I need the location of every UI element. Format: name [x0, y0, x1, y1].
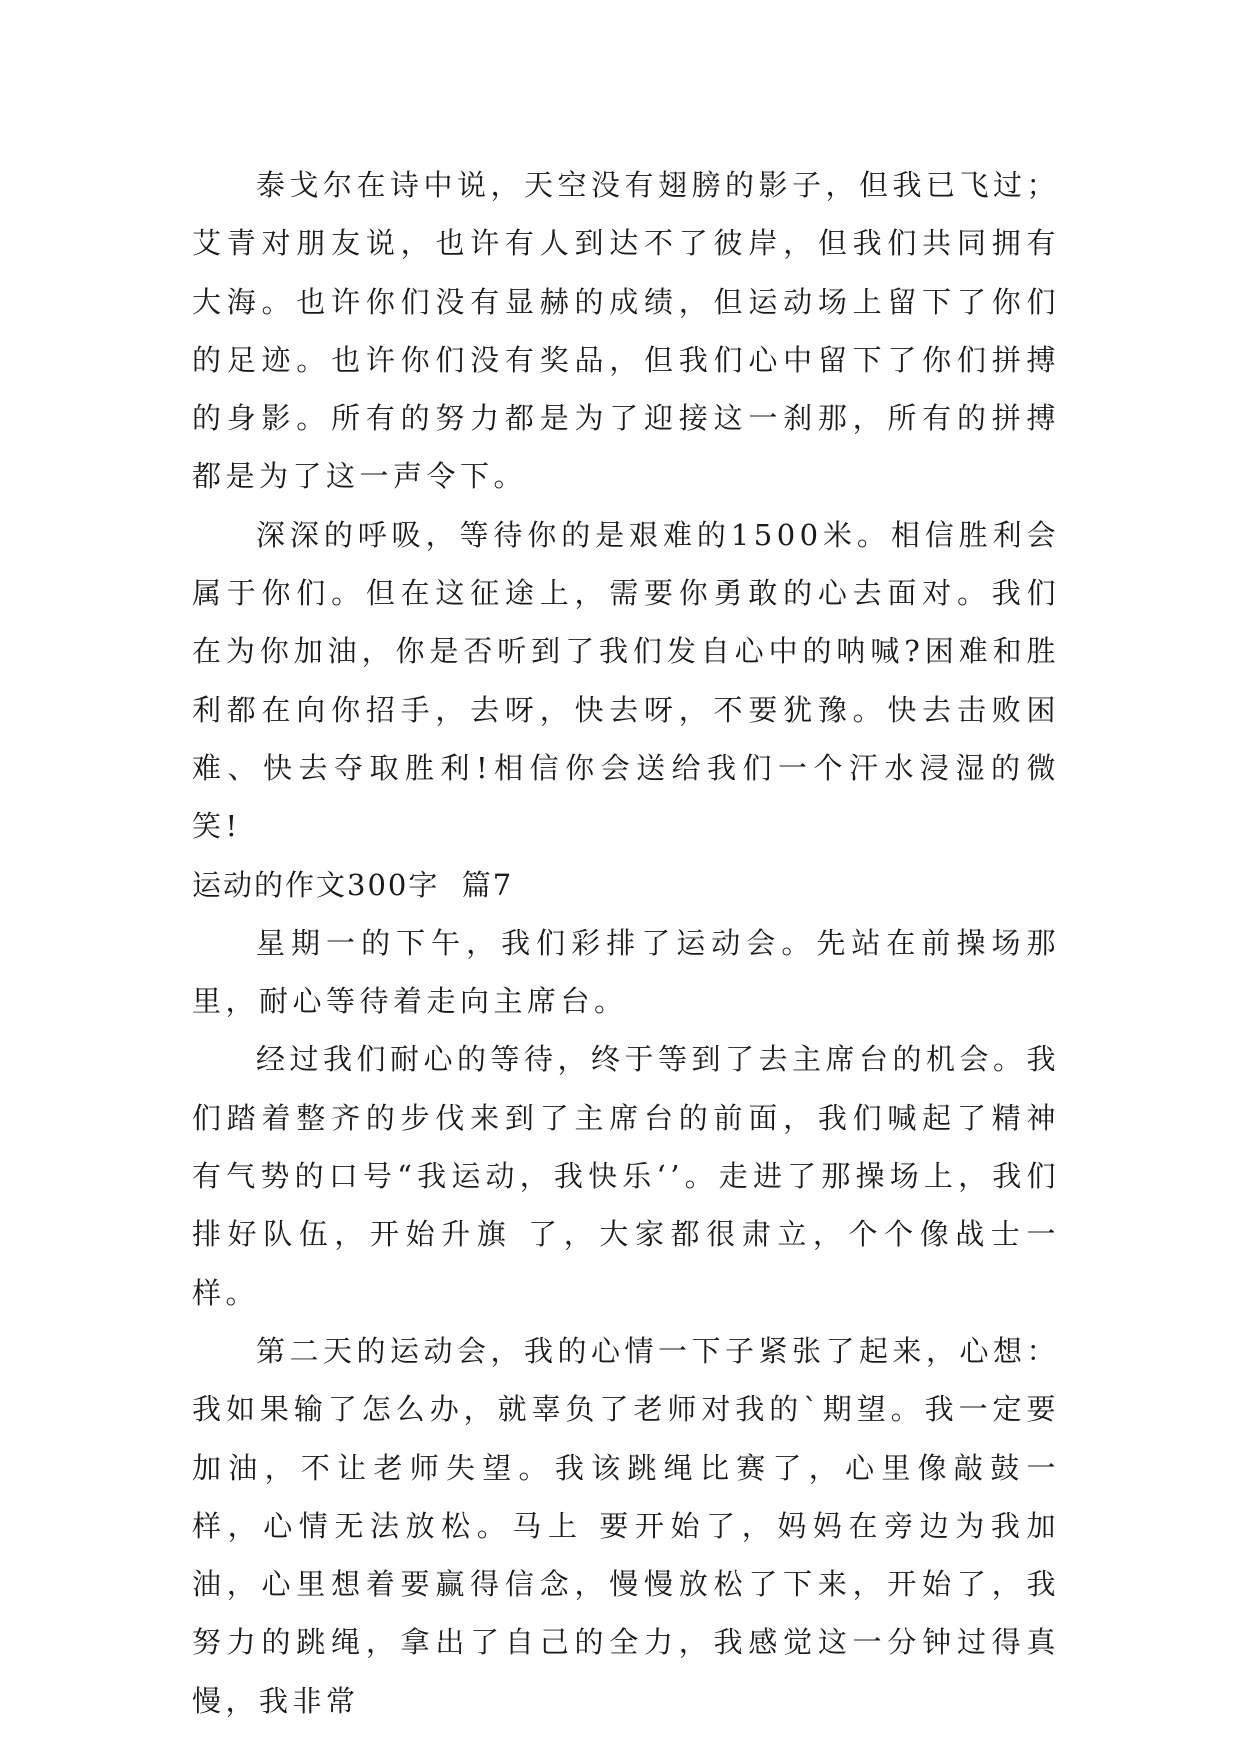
paragraph-rostrum-march: 经过我们耐心的等待，终于等到了去主席台的机会。我们踏着整齐的步伐来到了主席台的前面，我们喊起了精神有气势的口号“我运动，我快乐‘’。走进了那操场上，我们排好队伍，开始升旗 了，大家都很肃立，个个像战士一样。	[192, 1042, 1061, 1310]
document-body	[192, 156, 1060, 1730]
paragraph-second-day-rope-skipping: 第二天的运动会，我的心情一下子紧张了起来，心想：我如果输了怎么办，就辜负了老师对我的`期望。我一定要加油，不让老师失望。我该跳绳比赛了，心里像敲鼓一样，心情无法放松。马上 要开始了，妈妈在旁边为我加油，心里想着要赢得信念，慢慢放松了下来，开始了，我努力的跳绳，拿出了自己的全力，我感觉这一分钟过得真慢，我非常	[192, 1333, 1061, 1718]
paragraph-1500m-race: 深深的呼吸，等待你的是艰难的1500米。相信胜利会属于你们。但在这征途上，需要你勇敢的心去面对。我们在为你加油，你是否听到了我们发自心中的呐喊?困难和胜利都在向你招手，去呀，快去呀，不要犹豫。快去击败困难、快去夺取胜利!相信你会送给我们一个汗水浸湿的微笑!	[192, 517, 1060, 844]
paragraph-tagore-quote: 泰戈尔在诗中说，天空没有翅膀的影子，但我已飞过；艾青对朋友说，也许有人到达不了彼岸，但我们共同拥有大海。也许你们没有显赫的成绩，但运动场上留下了你们的足迹。也许你们没有奖品，但我们心中留下了你们拼搏的身影。所有的努力都是为了迎接这一刹那，所有的拼搏都是为了这一声令下。	[192, 168, 1061, 494]
section-title: 运动的作文300字 篇7	[192, 867, 514, 902]
paragraph-monday-rehearsal: 星期一的下午，我们彩排了运动会。先站在前操场那里，耐心等待着走向主席台。	[192, 925, 1060, 1019]
